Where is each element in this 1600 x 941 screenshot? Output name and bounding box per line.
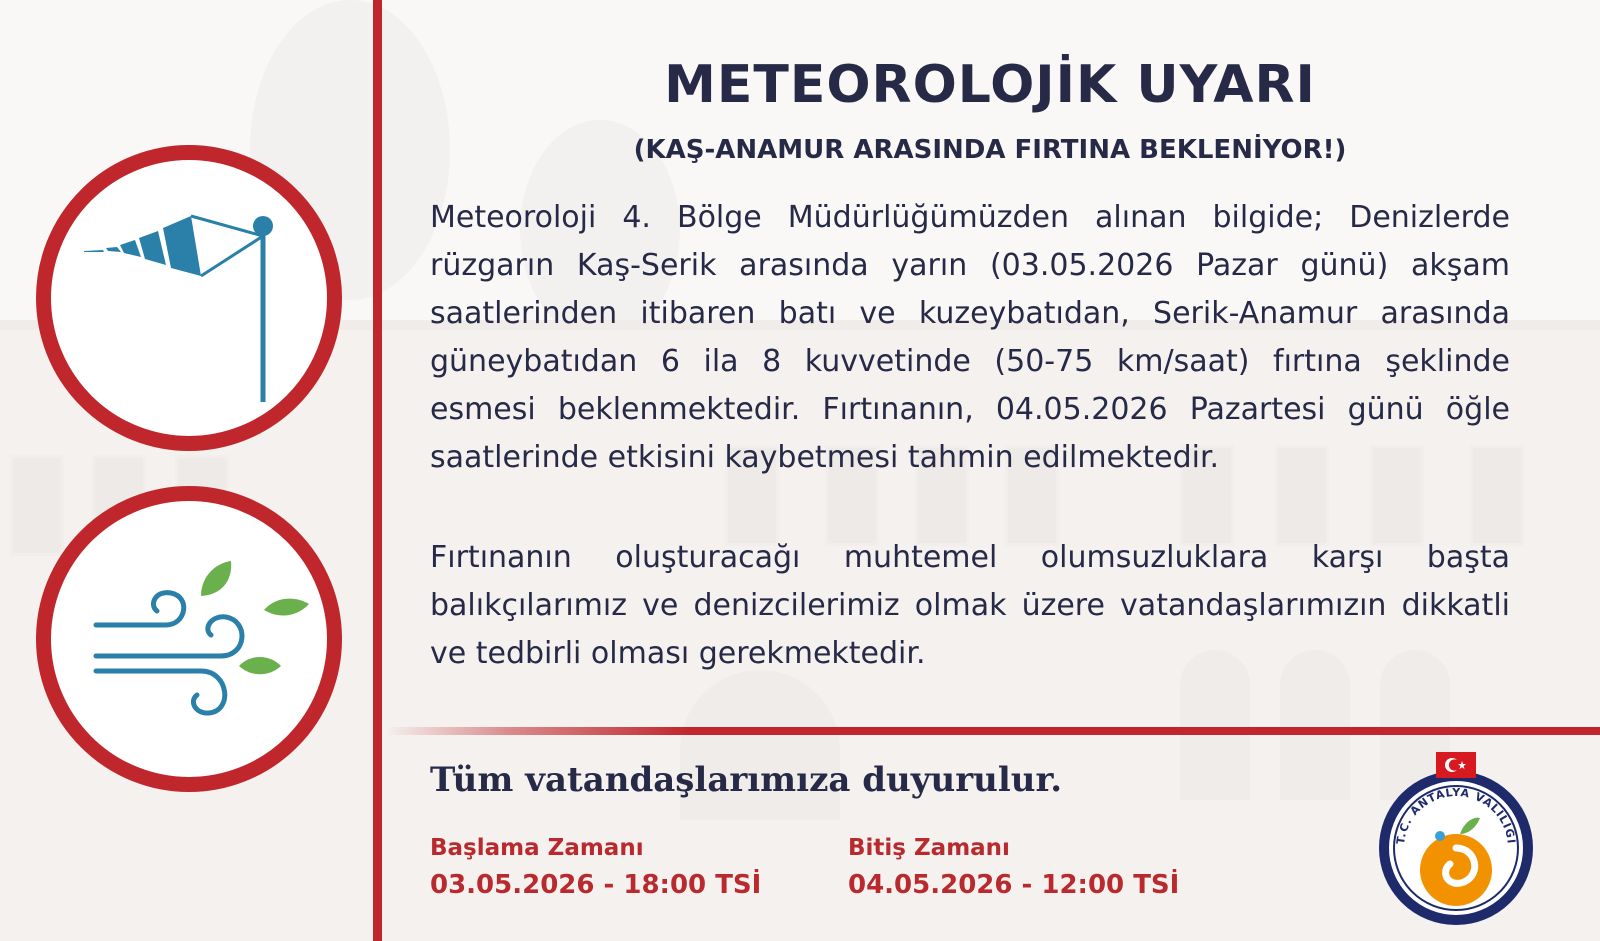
end-time-value: 04.05.2026 - 12:00 TSİ: [848, 870, 1180, 900]
vertical-divider: [373, 0, 382, 941]
wind-leaves-icon: [51, 501, 327, 777]
start-time-label: Başlama Zamanı: [430, 835, 644, 861]
warning-paragraph: Meteoroloji 4. Bölge Müdürlüğümüzden alınan bilgide; Denizlerde rüzgarın Kaş-Serik arasında yarın (03.05.2026 Pazar günü) akşam saatlerinden itibaren batı ve kuzeybatıdan, Serik-Anamur arasında güneybatıdan 6 ila 8 kuvvetinde (50-75 km/saat) fırtına şeklinde esmesi beklenmektedir. Fırtınanın, 04.05.2026 Pazartesi günü öğle saatlerinde etkisini kaybetmesi tahmin edilmektedir.: [430, 200, 1510, 475]
windsock-icon: [51, 160, 327, 436]
page-title: METEOROLOJİK UYARI: [664, 55, 1316, 115]
start-time-value: 03.05.2026 - 18:00 TSİ: [430, 870, 762, 900]
announcement: Tüm vatandaşlarımıza duyurulur.: [430, 760, 1063, 800]
antalya-valiligi-logo: [1366, 748, 1546, 928]
horizontal-divider: [386, 727, 1600, 735]
wind-leaves-icon-badge: [36, 486, 342, 792]
windsock-icon-badge: [36, 145, 342, 451]
advice-paragraph: Fırtınanın oluşturacağı muhtemel olumsuzluklara karşı başta balıkçılarımız ve denizcilerimiz olmak üzere vatandaşlarımızın dikkatli ve tedbirli olması gerekmektedir.: [430, 540, 1510, 671]
svg-text:T.C. ANTALYA VALİLİĞİ: T.C. ANTALYA VALİLİĞİ: [1394, 785, 1518, 846]
page-subtitle: (KAŞ-ANAMUR ARASINDA FIRTINA BEKLENİYOR!): [633, 135, 1347, 165]
end-time-label: Bitiş Zamanı: [848, 835, 1010, 861]
